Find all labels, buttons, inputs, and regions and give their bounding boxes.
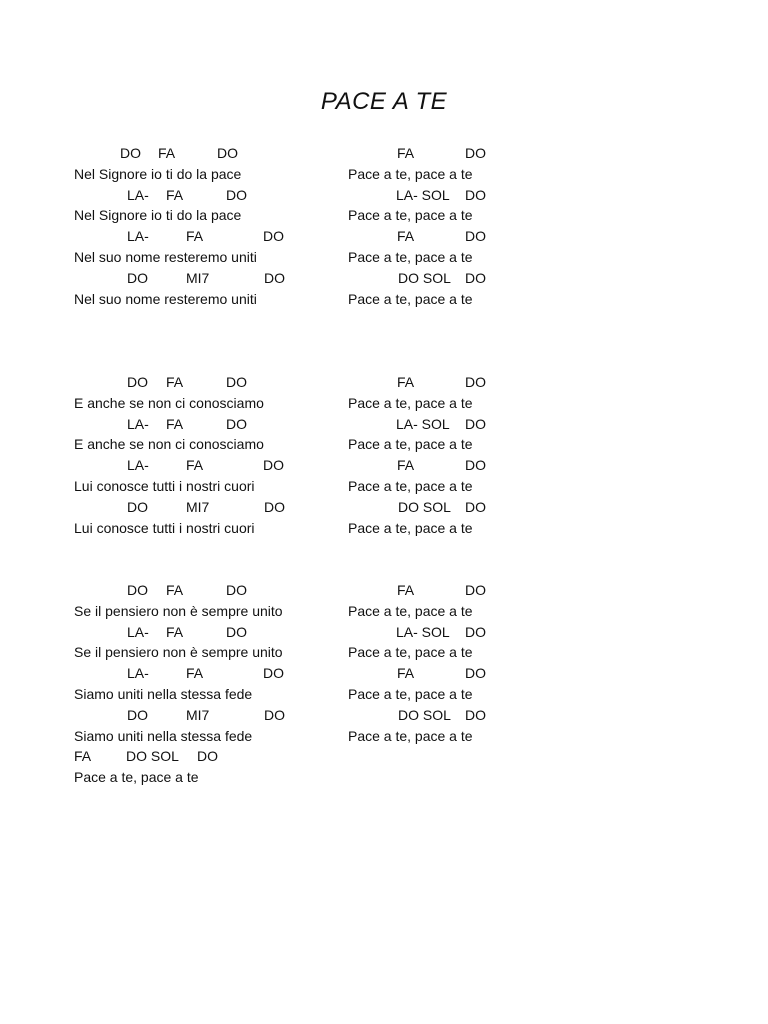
lyric-line: Lui conosce tutti i nostri cuori [74,478,255,494]
chord: DO [465,457,486,474]
chord: DO [127,582,148,598]
lyric-line: Pace a te, pace a te [348,207,473,224]
chord-row [0,143,768,163]
chord: DO [465,582,486,598]
lyric-line: E anche se non ci conosciamo [74,436,264,453]
chord: DO [217,145,238,161]
chord: DO [465,498,486,515]
lyric-line: Pace a te, pace a te [348,727,473,744]
chord: FA [186,665,204,682]
lyric-line: Nel Signore io ti do la pace [74,165,242,182]
chord: DO [120,145,141,161]
chord-row [0,185,768,205]
chord: FA [397,228,415,245]
chord: DO [465,269,486,286]
chord-row [0,414,768,434]
chord: FA [397,582,415,598]
chord: MI7 [186,498,210,515]
chord: FA [166,623,184,640]
chord: DO [465,374,486,390]
chord: DO [226,186,247,203]
chord: LA- [127,228,149,245]
chord-row [0,663,768,683]
lyric-line: Pace a te, pace a te [348,290,473,307]
chord: FA [166,186,184,203]
lyric-line: Se il pensiero non è sempre unito [74,602,283,619]
chord: DO [226,374,247,390]
chord: MI7 [186,706,210,723]
chord: FA [158,145,176,161]
chord-row [0,268,768,288]
chord: FA [166,374,184,390]
chord: FA [186,228,204,245]
lyric-line: Siamo uniti nella stessa fede [74,727,253,744]
lyric-line: Nel suo nome resteremo uniti [74,290,257,307]
lyric-line: Pace a te, pace a te [348,165,473,182]
lyric-line: Nel suo nome resteremo uniti [74,249,257,265]
chord: DO SOL [398,706,451,723]
chord: FA [166,415,184,432]
chord: DO [127,269,148,286]
chord: DO [264,269,285,286]
chord: DO [127,706,148,723]
chord: DO [465,415,486,432]
lyric-line: Pace a te, pace a te [348,602,473,619]
lyric-line: E anche se non ci conosciamo [74,394,264,411]
chord-row [0,372,768,392]
lyric-line: Pace a te, pace a te [348,478,473,494]
chord: DO [226,582,247,598]
chord: DO [465,145,486,161]
chord: DO [226,415,247,432]
chord: DO [465,228,486,245]
lyric-line: Pace a te, pace a te [348,394,473,411]
chord: DO [263,665,284,682]
lyric-line: Se il pensiero non è sempre unito [74,644,283,661]
chord: LA- [127,457,149,474]
chord: MI7 [186,269,210,286]
chord-row [0,455,768,475]
chord: LA- SOL [396,415,450,432]
lyric-line: Nel Signore io ti do la pace [74,207,242,224]
chord-row [0,622,768,642]
chord: FA [397,145,415,161]
chord: DO [127,374,148,390]
chord-row [0,497,768,517]
lyric-line: Pace a te, pace a te [74,769,199,786]
chord-row [0,705,768,725]
chord: DO [263,228,284,245]
chord: LA- SOL [396,623,450,640]
chord: FA [74,748,92,765]
chord: FA [397,457,415,474]
lyric-line: Pace a te, pace a te [348,644,473,661]
lyric-line: Siamo uniti nella stessa fede [74,686,253,702]
chord: DO SOL [398,269,451,286]
song-title: PACE A TE [320,88,448,115]
lyric-line: Pace a te, pace a te [348,249,473,265]
chord: DO SOL [126,748,179,765]
chord-row [0,226,768,246]
chord: DO [264,706,285,723]
chord: DO [127,498,148,515]
chord: DO [465,186,486,203]
chord: DO [264,498,285,515]
lyric-line: Pace a te, pace a te [348,686,473,702]
chord: DO [226,623,247,640]
chord-row [0,746,768,766]
chord: LA- [127,623,149,640]
chord: DO [465,665,486,682]
chord: DO [465,706,486,723]
lyric-line: Lui conosce tutti i nostri cuori [74,519,255,536]
chord: FA [186,457,204,474]
lyric-line: Pace a te, pace a te [348,519,473,536]
chord: LA- [127,665,149,682]
chord: LA- [127,415,149,432]
chord: DO [465,623,486,640]
chord: FA [166,582,184,598]
chord: DO [197,748,218,765]
chord: FA [397,665,415,682]
chord: DO SOL [398,498,451,515]
chord-row [0,580,768,600]
chord: LA- SOL [396,186,450,203]
chord: LA- [127,186,149,203]
lyric-line: Pace a te, pace a te [348,436,473,453]
chord: FA [397,374,415,390]
chord: DO [263,457,284,474]
